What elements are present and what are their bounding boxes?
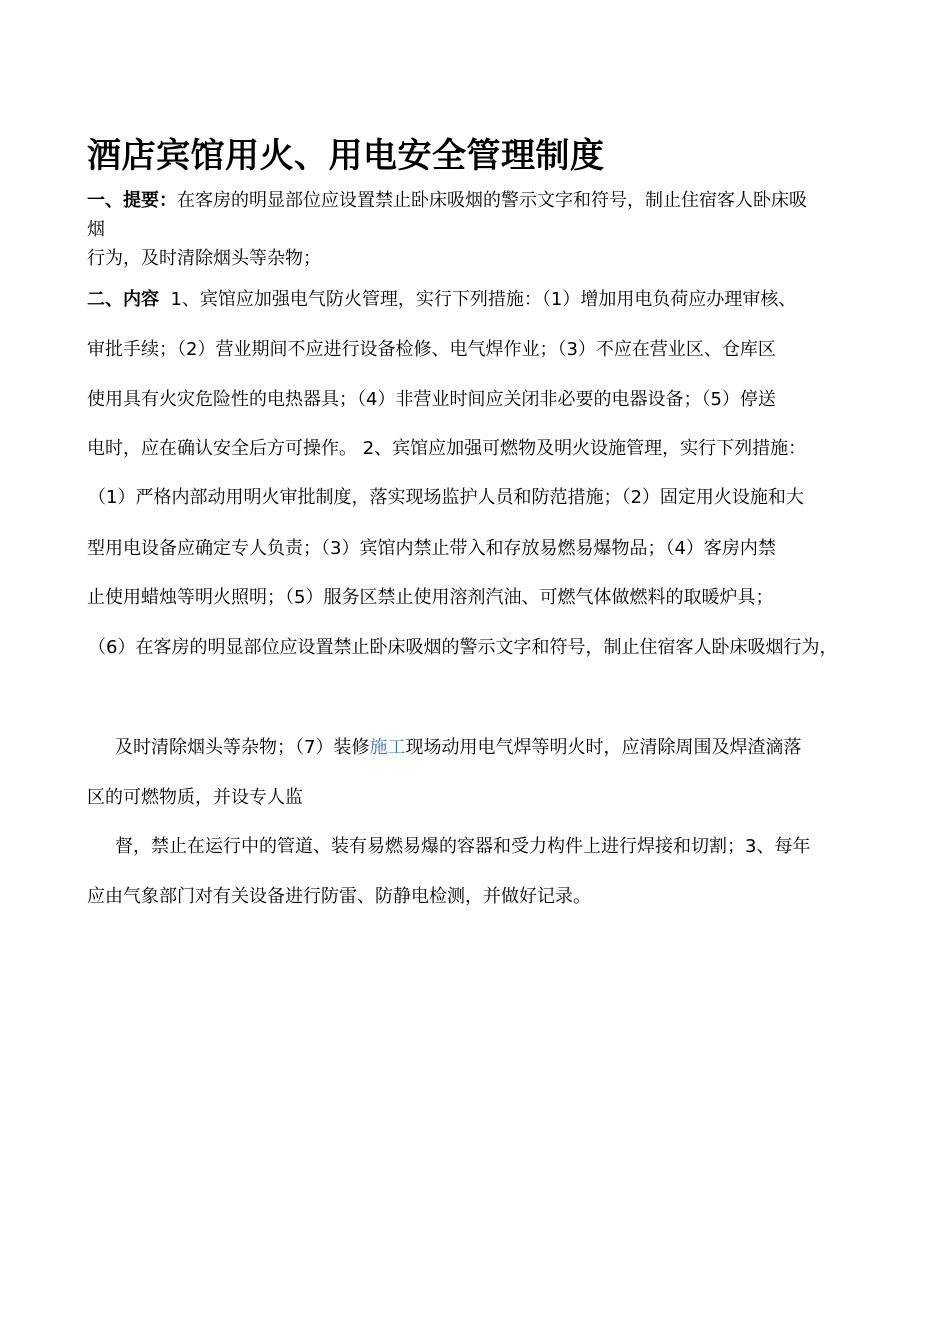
paragraph-2-text-end: 现场动用电气焊等明火时，应清除周围及焊渣滴落 [405, 737, 802, 758]
summary-label: 一、提要： [87, 190, 177, 211]
summary-section [87, 186, 862, 273]
construction-link[interactable]: 施工 [369, 737, 406, 758]
summary-text-line1: 在客房的明显部位应设置禁止卧床吸烟的警示文字和符号，制止住宿客人卧床吸 [177, 190, 807, 211]
content-line-3: 使用具有火灾危险性的电热器具；（4）非营业时间应关闭非必要的电器设备；（5）停送 [87, 389, 776, 410]
content-label: 二、内容 [87, 289, 159, 310]
content-text: 1、宾馆应加强电气防火管理，实行下列措施：（1）增加用电负荷应办理审核、 [170, 289, 797, 310]
content-line-6: 型用电设备应确定专人负责；（3）宾馆内禁止带入和存放易燃易爆物品；（4）客房内禁 [87, 538, 776, 559]
content-line-8: （6）在客房的明显部位应设置禁止卧床吸烟的警示文字和符号，制止住宿客人卧床吸烟行为， [88, 637, 838, 658]
content-line-4: 电时，应在确认安全后方可操作。 2、宾馆应加强可燃物及明火设施管理，实行下列措施： [87, 438, 807, 459]
content-line-2: 审批手续；（2）营业期间不应进行设备检修、电气焊作业；（3）不应在营业区、仓库区 [87, 339, 776, 360]
content-line-5: （1）严格内部动用明火审批制度，落实现场监护人员和防范措施；（2）固定用火设施和大 [88, 487, 804, 508]
paragraph-3-line-2: 应由气象部门对有关设备进行防雷、防静电检测，并做好记录。 [87, 886, 591, 907]
paragraph-2-line-1 [115, 736, 801, 760]
content-line-7: 止使用蜡烛等明火照明；（5）服务区禁止使用溶剂汽油、可燃气体做燃料的取暖炉具； [87, 587, 774, 608]
content-line-1 [87, 288, 796, 312]
paragraph-3-line-1: 督，禁止在运行中的管道、装有易燃易爆的容器和受力构件上进行焊接和切割；3、每年 [115, 836, 811, 857]
document-title: 酒店宾馆用火、用电安全管理制度 [87, 136, 605, 176]
paragraph-2-line-2: 区的可燃物质，并设专人监 [87, 787, 303, 808]
summary-text-line2: 烟 [87, 219, 105, 240]
summary-text-line3: 行为，及时清除烟头等杂物； [87, 248, 321, 269]
paragraph-2-text-start: 及时清除烟头等杂物；（7）装修 [115, 737, 370, 758]
